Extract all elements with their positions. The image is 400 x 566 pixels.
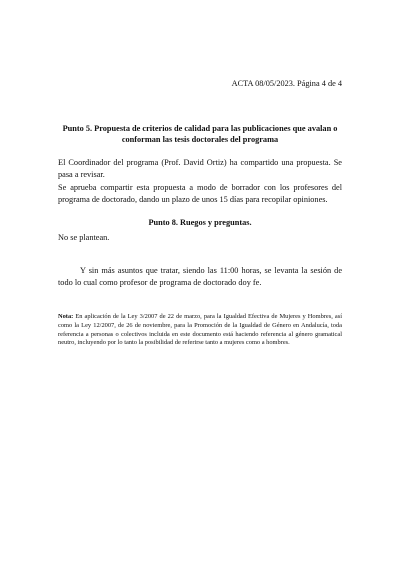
punto8-paragraph-1: No se plantean. — [58, 233, 110, 242]
closing-paragraph: Y sin más asuntos que tratar, siendo las 11:00 horas, se levanta la sesión de todo lo cual como profesor de programa de doctorado doy fe. — [58, 266, 342, 287]
page-header: ACTA 08/05/2023. Página 4 de 4 — [231, 79, 342, 88]
punto5-title: Punto 5. Propuesta de criterios de calidad para las publicaciones que avalan o conforman las tesis doctorales del programa — [62, 124, 338, 144]
legal-note-label: Nota: — [58, 313, 74, 320]
legal-note — [58, 313, 342, 348]
legal-note-text: En aplicación de la Ley 3/2007 de 22 de marzo, para la Igualdad Efectiva de Mujeres y Hombres, así como la Ley 12/2007, de 26 de noviembre, para la Promoción de la Igualdad de Género en Andalucía, toda referencia a personas o colectivos incluida en este documento está haciendo referencia al género gramatical neutro, incluyendo por lo tanto la posibilidad de referirse tanto a mujeres como a hombres. — [58, 313, 342, 347]
punto5-paragraph-1: El Coordinador del programa (Prof. David Ortiz) ha compartido una propuesta. Se pasa a revisar. — [58, 158, 342, 179]
punto8-title: Punto 8. Ruegos y preguntas. — [148, 218, 252, 227]
punto5-paragraph-2: Se aprueba compartir esta propuesta a modo de borrador con los profesores del programa de doctorado, dando un plazo de unos 15 días para recopilar opiniones. — [58, 183, 342, 204]
